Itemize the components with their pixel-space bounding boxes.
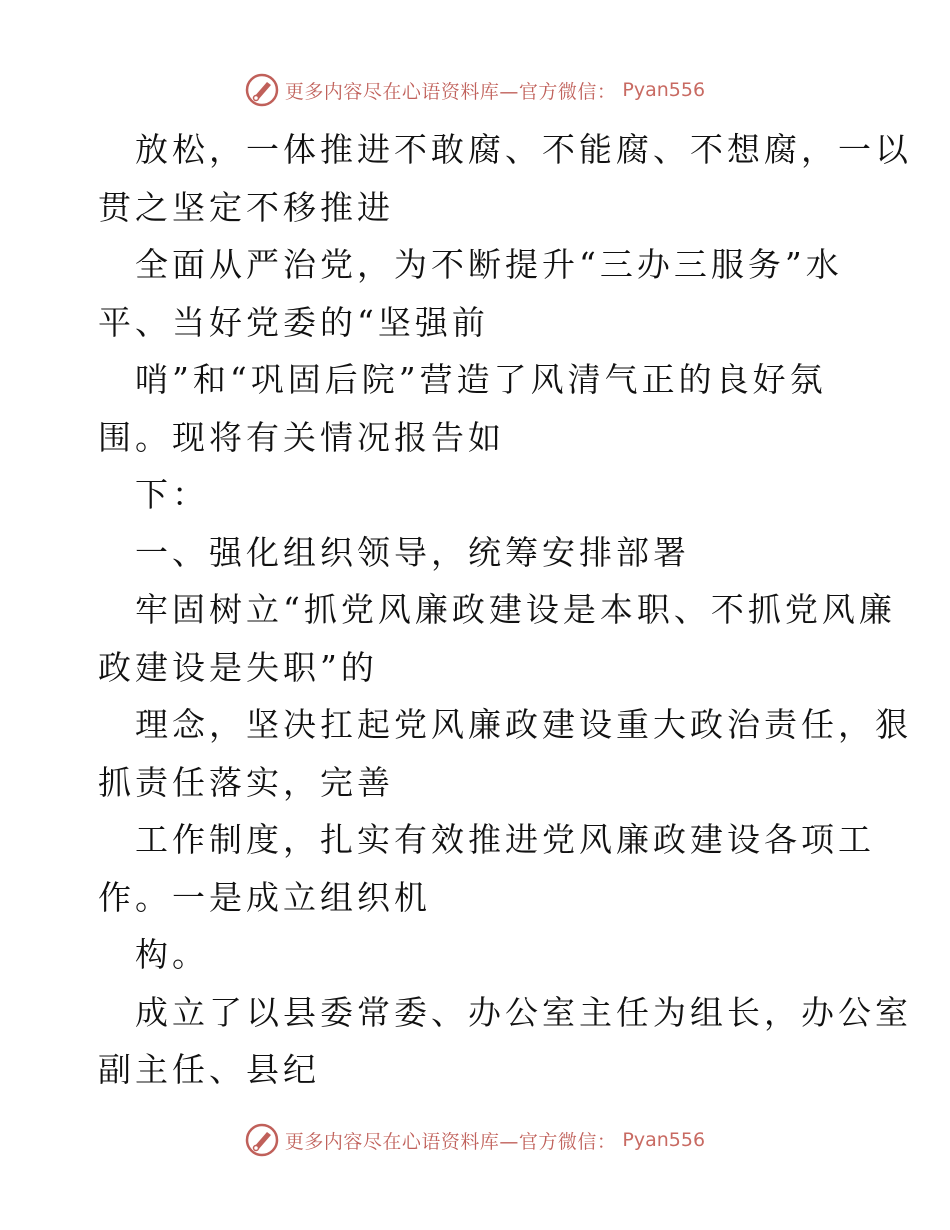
text-line: 下： (135, 475, 209, 514)
text-line: 政建设是失职”的 (98, 647, 378, 687)
text-line: 构。 (135, 935, 209, 974)
text-line: 牢固树立“抓党风廉政建设是本职、不抓党风廉 (135, 590, 896, 629)
text-line: 放松，一体推进不敢腐、不能腐、不想腐，一以 (135, 130, 912, 169)
document-body (98, 121, 912, 1099)
text-line: 哨”和“巩固后院”营造了风清气正的良好氛 (135, 360, 827, 399)
text-line: 全面从严治党，为不断提升“三办三服务”水 (135, 245, 843, 284)
section-heading: 一、强化组织领导，统筹安排部署 (135, 532, 690, 572)
footer-watermark (0, 1120, 950, 1160)
text-line: 作。一是成立组织机 (98, 877, 431, 917)
header-watermark (0, 70, 950, 110)
watermark-id: Pyan556 (622, 79, 706, 101)
text-line: 围。现将有关情况报告如 (98, 417, 505, 457)
text-line: 抓责任落实，完善 (98, 762, 394, 802)
text-line: 副主任、县纪 (98, 1050, 320, 1089)
text-line: 成立了以县委常委、办公室主任为组长，办公室 (135, 992, 912, 1032)
watermark-text: 更多内容尽在心语资料库—官方微信： (284, 1130, 617, 1153)
text-line: 平、当好党委的“坚强前 (98, 302, 489, 342)
watermark-id: Pyan556 (622, 1129, 706, 1151)
logo-icon (245, 73, 279, 107)
text-line: 贯之坚定不移推进 (98, 187, 394, 227)
text-line: 理念，坚决扛起党风廉政建设重大政治责任，狠 (135, 705, 912, 744)
watermark-text: 更多内容尽在心语资料库—官方微信： (284, 80, 617, 103)
text-line: 工作制度，扎实有效推进党风廉政建设各项工 (135, 820, 875, 859)
logo-icon (245, 1123, 279, 1157)
